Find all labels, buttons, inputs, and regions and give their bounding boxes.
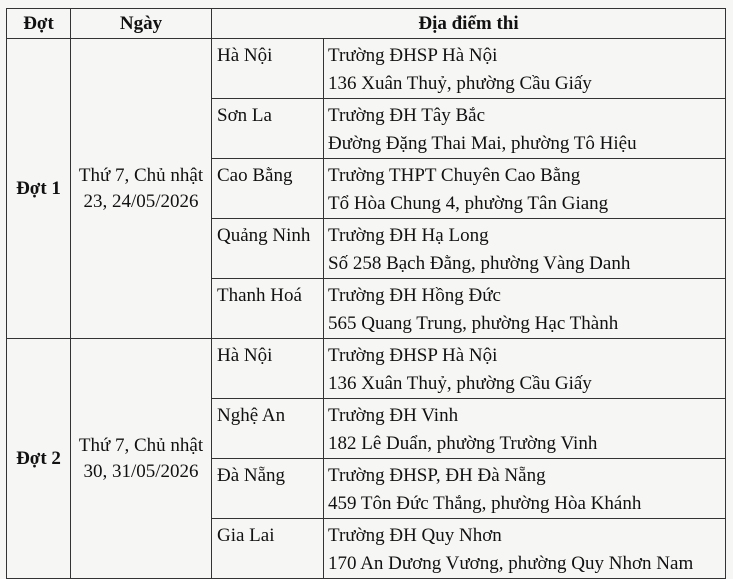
province-cell: Quảng Ninh [212,219,324,279]
venue-address: 136 Xuân Thuỷ, phường Cầu Giấy [328,73,592,94]
venue-name: Trường THPT Chuyên Cao Bằng [328,165,581,186]
table-row [7,339,726,399]
venue-cell [324,339,726,399]
province-cell: Cao Bằng [212,159,324,219]
batch-cell: Đợt 1 [7,39,71,339]
venue-name: Trường ĐH Hồng Đức [328,285,501,306]
date-line-2: 23, 24/05/2026 [83,190,199,212]
venue-cell [324,279,726,339]
province-cell: Sơn La [212,99,324,159]
province-cell: Gia Lai [212,519,324,579]
header-location: Địa điểm thi [212,9,726,39]
venue-address: Tổ Hòa Chung 4, phường Tân Giang [328,193,609,214]
venue-name: Trường ĐH Vinh [328,405,459,426]
date-cell [71,339,212,579]
province-cell: Đà Nẵng [212,459,324,519]
header-batch: Đợt [7,9,71,39]
batch-cell: Đợt 2 [7,339,71,579]
venue-cell [324,39,726,99]
venue-name: Trường ĐHSP, ĐH Đà Nẵng [328,465,546,486]
province-cell: Thanh Hoá [212,279,324,339]
venue-name: Trường ĐH Hạ Long [328,225,489,246]
venue-address: Đường Đặng Thai Mai, phường Tô Hiệu [328,133,637,154]
venue-address: 170 An Dương Vương, phường Quy Nhơn Nam [328,553,694,574]
venue-name: Trường ĐH Quy Nhơn [328,525,502,546]
header-row [7,9,726,39]
venue-name: Trường ĐH Tây Bắc [328,105,486,126]
venue-address: 459 Tôn Đức Thắng, phường Hòa Khánh [328,493,642,514]
header-date: Ngày [71,9,212,39]
venue-cell [324,459,726,519]
venue-name: Trường ĐHSP Hà Nội [328,45,498,66]
date-line-1: Thứ 7, Chủ nhật [78,434,204,456]
province-cell: Hà Nội [212,339,324,399]
exam-schedule-table [6,8,726,579]
province-cell: Nghệ An [212,399,324,459]
venue-address: 565 Quang Trung, phường Hạc Thành [328,313,619,334]
table-row [7,39,726,99]
venue-cell [324,159,726,219]
venue-cell [324,519,726,579]
venue-cell [324,99,726,159]
venue-cell [324,219,726,279]
venue-name: Trường ĐHSP Hà Nội [328,345,498,366]
venue-address: 182 Lê Duẩn, phường Trường Vinh [328,433,598,454]
date-cell [71,39,212,339]
date-line-2: 30, 31/05/2026 [83,460,199,482]
province-cell: Hà Nội [212,39,324,99]
date-line-1: Thứ 7, Chủ nhật [78,164,204,186]
venue-address: Số 258 Bạch Đằng, phường Vàng Danh [328,253,631,274]
venue-address: 136 Xuân Thuỷ, phường Cầu Giấy [328,373,592,394]
venue-cell [324,399,726,459]
